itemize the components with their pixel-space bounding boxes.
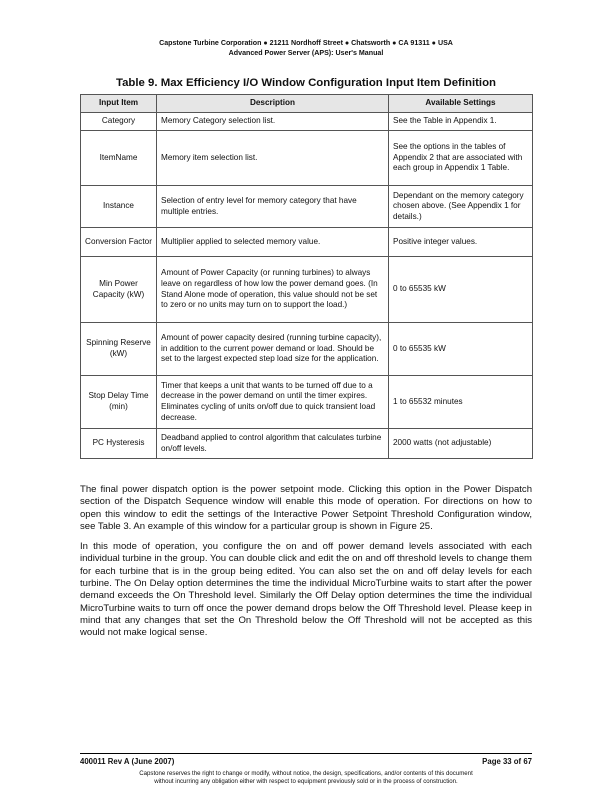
settings-cell: 0 to 65535 kW (389, 323, 533, 376)
description-cell: Amount of power capacity desired (running turbine capacity), in addition to the current power demand or load. Should be set to the largest expected step load size for the application. (157, 323, 389, 376)
table-row (81, 131, 533, 186)
input-item-cell: Instance (81, 186, 157, 228)
settings-cell: 1 to 65532 minutes (389, 376, 533, 429)
table-row (81, 228, 533, 257)
footer-divider (80, 753, 532, 754)
page-header (0, 38, 612, 58)
footer-page-number: Page 33 of 67 (482, 757, 532, 766)
input-item-cell: Stop Delay Time (min) (81, 376, 157, 429)
description-cell: Deadband applied to control algorithm that calculates turbine on/off levels. (157, 429, 389, 459)
header-company-line: Capstone Turbine Corporation ● 21211 Nordhoff Street ● Chatsworth ● CA 91311 ● USA (159, 39, 453, 47)
input-item-cell: Category (81, 113, 157, 131)
description-cell: Amount of Power Capacity (or running turbines) to always leave on regardless of how low the power demand goes. (In Stand Alone mode of operation, this value should not be set to zero or no units may turn on to support the load.) (157, 257, 389, 323)
column-header-description: Description (157, 95, 389, 113)
table-row (81, 257, 533, 323)
paragraph: In this mode of operation, you configure the on and off power demand levels associated with each individual turbine in the group. You can double click and edit the on and off threshold levels to change them for each turbine that is in the group being edited. You can also set the on and off delay levels for each turbine. The On Delay option determines the time the individual MicroTurbine waits to start after the power demand exceeds the On Threshold level. Similarly the Off Delay option determines the time the individual MicroTurbine waits to turn off once the power demand drops below the Off Threshold level. Please keep in mind that any changes that set the On Threshold below the Off Threshold will not be accepted as this would not make logical sense. (80, 541, 532, 639)
body-text (80, 484, 532, 648)
definition-table (80, 94, 533, 459)
header-manual-title: Advanced Power Server (APS): User's Manual (228, 49, 384, 57)
table-row (81, 376, 533, 429)
table-header-row (81, 95, 533, 113)
input-item-cell: PC Hysteresis (81, 429, 157, 459)
disclaimer-line: without incurring any obligation either with respect to equipment previously sold or in the process of construction. (154, 778, 458, 785)
settings-cell: See the options in the tables of Appendix 2 that are associated with each group in Appendix 1 Table. (389, 131, 533, 186)
footer-disclaimer (80, 770, 532, 786)
input-item-cell: ItemName (81, 131, 157, 186)
settings-cell: See the Table in Appendix 1. (389, 113, 533, 131)
footer-doc-id: 400011 Rev A (June 2007) (80, 757, 175, 766)
table-row (81, 429, 533, 459)
settings-cell: Dependant on the memory category chosen above. (See Appendix 1 for details.) (389, 186, 533, 228)
paragraph: The final power dispatch option is the power setpoint mode. Clicking this option in the Power Dispatch section of the Dispatch Sequence window will enable this mode of operation. For directions on how to open this window to edit the settings of the Interactive Power Setpoint Threshold Configuration window, see Table 3. An example of this window for a particular group is shown in Figure 25. (80, 484, 532, 532)
table-row (81, 323, 533, 376)
table-title: Table 9. Max Efficiency I/O Window Configuration Input Item Definition (115, 77, 497, 89)
disclaimer-line: Capstone reserves the right to change or modify, without notice, the design, specifications, and/or contents of this document (139, 770, 473, 777)
settings-cell: Positive integer values. (389, 228, 533, 257)
description-cell: Memory item selection list. (157, 131, 389, 186)
column-header-available-settings: Available Settings (389, 95, 533, 113)
input-item-cell: Min Power Capacity (kW) (81, 257, 157, 323)
description-cell: Selection of entry level for memory category that have multiple entries. (157, 186, 389, 228)
input-item-cell: Conversion Factor (81, 228, 157, 257)
input-item-cell: Spinning Reserve (kW) (81, 323, 157, 376)
settings-cell: 0 to 65535 kW (389, 257, 533, 323)
settings-cell: 2000 watts (not adjustable) (389, 429, 533, 459)
description-cell: Timer that keeps a unit that wants to be turned off due to a decrease in the power demand on until the timer expires. Eliminates cycling of units on/off due to quick transient load decrease. (157, 376, 389, 429)
column-header-input-item: Input Item (81, 95, 157, 113)
table-row (81, 113, 533, 131)
table-row (81, 186, 533, 228)
description-cell: Multiplier applied to selected memory value. (157, 228, 389, 257)
description-cell: Memory Category selection list. (157, 113, 389, 131)
